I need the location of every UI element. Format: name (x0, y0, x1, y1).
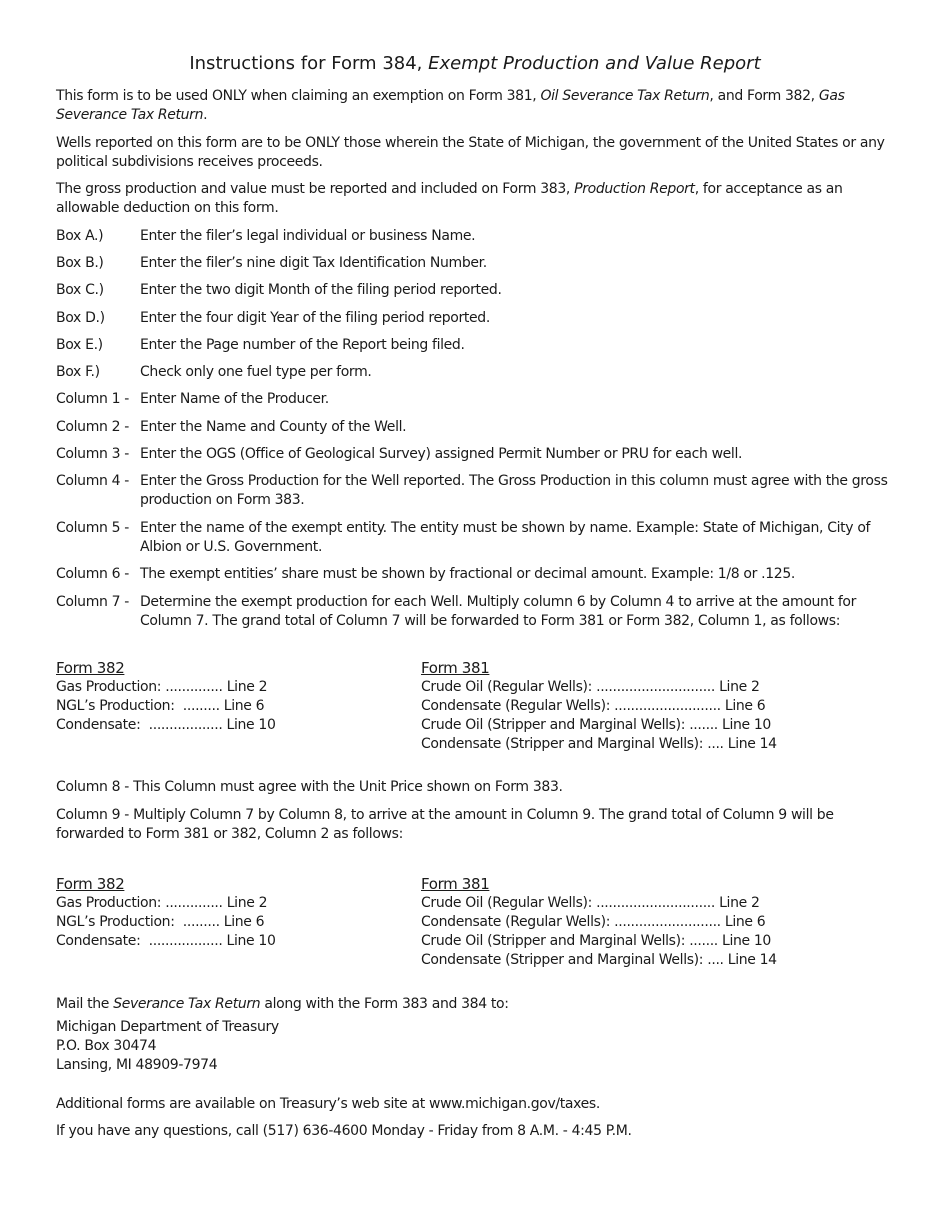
form-line: Condensate (Regular Wells): .......................... Line 6 (421, 698, 766, 714)
form-line: Condensate (Stripper and Marginal Wells): .... Line 14 (421, 952, 777, 968)
title-form-name: Exempt Production and Value Report (428, 53, 761, 74)
column-text: Enter the name of the exempt entity. The entity must be shown by name. Example: State of Michigan, City of Albion or U.S. Government. (140, 520, 871, 555)
mailing-address (56, 1018, 892, 1075)
page-title (0, 52, 950, 76)
box-text: Check only one fuel type per form. (140, 364, 372, 380)
form-line: Gas Production: .............. Line 2 (56, 679, 268, 695)
mail-instruction (56, 995, 892, 1014)
column-label: Column 1 - (56, 391, 129, 407)
form-381-lines (421, 875, 891, 970)
column-label: Column 7 - (56, 594, 129, 610)
form-line: Condensate: .................. Line 10 (56, 717, 276, 733)
box-text: Enter the two digit Month of the filing period reported. (140, 282, 502, 298)
box-label: Box A.) (56, 228, 104, 244)
address-line: P.O. Box 30474 (56, 1038, 157, 1054)
intro-p1-text: This form is to be used ONLY when claiming an exemption on Form 381, (56, 88, 537, 104)
column-text: Enter the OGS (Office of Geological Survey) assigned Permit Number or PRU for each well. (140, 446, 743, 462)
column-label: Column 4 - (56, 473, 129, 489)
box-text: Enter the Page number of the Report being filed. (140, 337, 465, 353)
gas-return-name: Gas Severance Tax Return (56, 88, 845, 123)
column-label: Column 5 - (56, 520, 129, 536)
form-382-heading: Form 382 (56, 875, 125, 893)
column-label: Column 3 - (56, 446, 129, 462)
form-line: Crude Oil (Regular Wells): ............................. Line 2 (421, 895, 760, 911)
form-line: Condensate (Stripper and Marginal Wells): .... Line 14 (421, 736, 777, 752)
mail-text-2: along with the Form 383 and 384 to: (264, 996, 509, 1012)
column-8-instruction: Column 8 - This Column must agree with the Unit Price shown on Form 383. (56, 779, 563, 795)
oil-return-name: Oil Severance Tax Return (540, 88, 710, 104)
form-line: Gas Production: .............. Line 2 (56, 895, 268, 911)
form-381-heading: Form 381 (421, 875, 490, 893)
form-line: Condensate: .................. Line 10 (56, 933, 276, 949)
form-line: NGL’s Production: ......... Line 6 (56, 698, 265, 714)
column-text: Enter the Gross Production for the Well reported. The Gross Production in this column must agree with the gross production on Form 383. (140, 473, 888, 508)
address-line: Lansing, MI 48909-7974 (56, 1057, 218, 1073)
intro-p1-text-2: , and Form 382, (709, 88, 815, 104)
box-label: Box D.) (56, 310, 105, 326)
title-prefix: Instructions for Form 384, (189, 53, 423, 74)
form-381-heading: Form 381 (421, 659, 490, 677)
severance-return-name: Severance Tax Return (113, 996, 261, 1012)
intro-p1-end: . (203, 107, 208, 123)
column-label: Column 6 - (56, 566, 129, 582)
column-9-instruction: Column 9 - Multiply Column 7 by Column 8, to arrive at the amount in Column 9. The grand total of Column 9 will be forwarded to Form 381 or 382, Column 2 as follows: (56, 807, 834, 842)
form-382-heading: Form 382 (56, 659, 125, 677)
box-text: Enter the filer’s legal individual or business Name. (140, 228, 476, 244)
box-text: Enter the four digit Year of the filing period reported. (140, 310, 490, 326)
column-label: Column 2 - (56, 419, 129, 435)
additional-forms-note: Additional forms are available on Treasury’s web site at www.michigan.gov/taxes. (56, 1096, 600, 1112)
questions-note: If you have any questions, call (517) 636-4600 Monday - Friday from 8 A.M. - 4:45 P.M. (56, 1123, 632, 1139)
box-label: Box E.) (56, 337, 103, 353)
form-382-lines (56, 875, 396, 951)
form-382-lines (56, 659, 396, 735)
box-label: Box F.) (56, 364, 100, 380)
intro-p3-text-2: , for acceptance as an allowable deduction on this form. (56, 181, 843, 216)
column-text: Enter the Name and County of the Well. (140, 419, 407, 435)
form-line: Condensate (Regular Wells): .......................... Line 6 (421, 914, 766, 930)
form-line: Crude Oil (Stripper and Marginal Wells): ....... Line 10 (421, 717, 771, 733)
column-text: Enter Name of the Producer. (140, 391, 329, 407)
address-line: Michigan Department of Treasury (56, 1019, 279, 1035)
intro-paragraph-1 (56, 87, 892, 125)
mail-text: Mail the (56, 996, 110, 1012)
form-line: NGL’s Production: ......... Line 6 (56, 914, 265, 930)
box-label: Box C.) (56, 282, 104, 298)
box-text: Enter the filer’s nine digit Tax Identification Number. (140, 255, 487, 271)
production-report-name: Production Report (574, 181, 695, 197)
form-line: Crude Oil (Regular Wells): ............................. Line 2 (421, 679, 760, 695)
form-381-lines (421, 659, 891, 754)
intro-paragraph-3 (56, 180, 892, 218)
column-text: The exempt entities’ share must be shown by fractional or decimal amount. Example: 1/8 or .125. (140, 566, 795, 582)
form-line: Crude Oil (Stripper and Marginal Wells): ....... Line 10 (421, 933, 771, 949)
box-label: Box B.) (56, 255, 104, 271)
intro-p3-text: The gross production and value must be reported and included on Form 383, (56, 181, 571, 197)
intro-paragraph-2: Wells reported on this form are to be ONLY those wherein the State of Michigan, the government of the United States or any political subdivisions receives proceeds. (56, 135, 885, 170)
column-text: Determine the exempt production for each Well. Multiply column 6 by Column 4 to arrive at the amount for Column 7. The grand total of Column 7 will be forwarded to Form 381 or Form 382, Column 1, as follows: (140, 594, 857, 629)
